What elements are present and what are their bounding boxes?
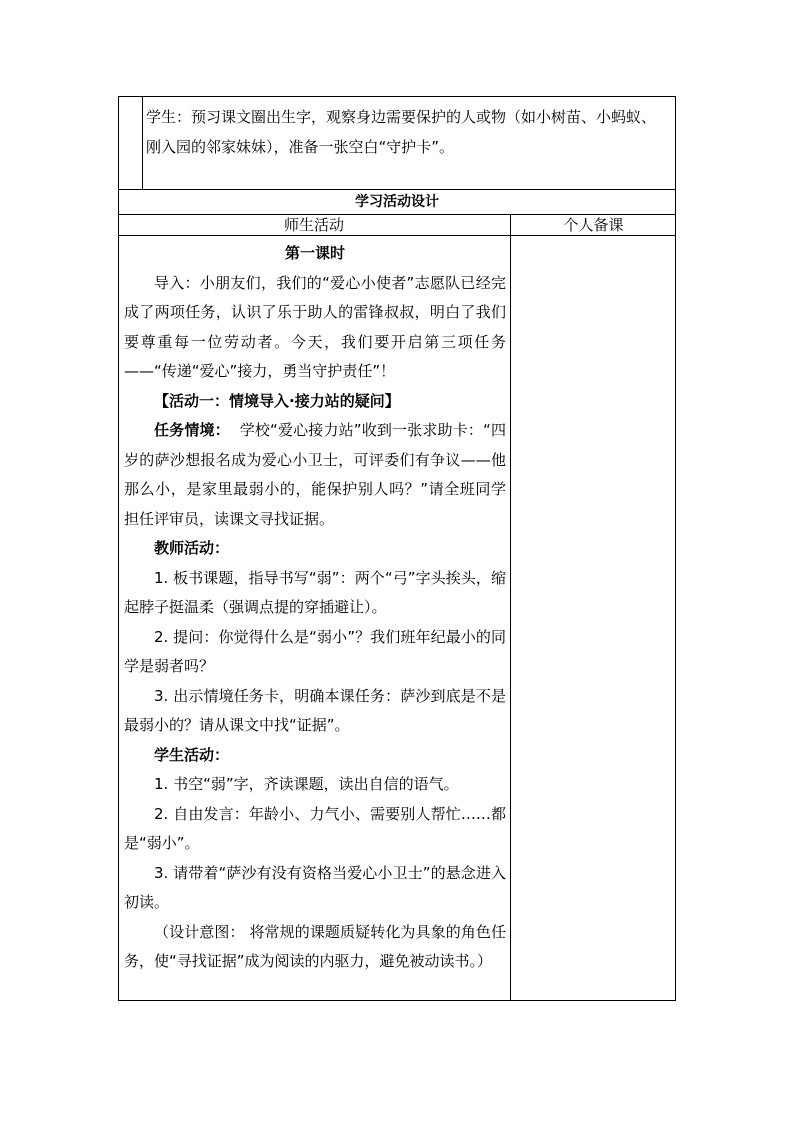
intro-paragraph: 导入：小朋友们，我们的“爱心小使者”志愿队已经完成了两项任务，认识了乐于助人的雷锋叔叔，明白了我们要尊重每一位劳动者。今天，我们要开启第三项任务——“传递“爱心”接力，勇当守护责任”！ (124, 273, 506, 380)
row-divider-3 (118, 235, 676, 236)
student-item: 1. 书空“弱”字，齐读课题，读出自信的语气。 (154, 775, 459, 793)
period-title: 第一课时 (284, 244, 345, 262)
teacher-item: 2. 提问：你觉得什么是“弱小”？我们班年纪最小的同学是弱者吗？ (124, 627, 506, 675)
student-item: 3. 请带着“萨沙有没有资格当爱心小卫士”的悬念进入初读。 (124, 863, 506, 911)
student-item: 2. 自由发言：年龄小、力气小、需要别人帮忙……都是“弱小”。 (124, 804, 506, 852)
column-header-activities: 师生活动 (283, 216, 344, 234)
student-preparation-text: 学生：预习课文圈出生字，观察身边需要保护的人或物（如小树苗、小蚂蚁、刚入园的邻家妹妹），准备一张空白“守护卡”。 (146, 108, 657, 156)
task-text: 学校“爱心接力站”收到一张求助卡：“四岁的萨沙想报名成为爱心小卫士，可评委们有争议——他那么小，是家里最弱小的，能保护别人吗？”请全班同学担任评审员，读课文寻找证据。 (124, 421, 506, 528)
lesson-plan-table (118, 96, 676, 1001)
task-label: 任务情境： (154, 421, 230, 439)
student-activity-label: 学生活动： (154, 745, 230, 764)
column-divider (510, 214, 511, 1001)
teacher-item: 3. 出示情境任务卡，明确本课任务：萨沙到底是不是最弱小的？请从课文中找“证据”。 (124, 686, 506, 734)
top-cell-left-divider (142, 96, 143, 190)
teacher-activity-label: 教师活动： (154, 539, 230, 557)
column-header-personal-prep: 个人备课 (563, 216, 624, 234)
task-scenario (124, 416, 506, 534)
design-intent-note: （设计意图： 将常规的课题质疑转化为具象的角色任务，使“寻找证据”成为阅读的内驱力，避免被动读书。） (124, 922, 506, 970)
activities-content (124, 239, 506, 977)
activity-one-title: 【活动一：情境导入·接力站的疑问】 (154, 391, 400, 410)
teacher-item: 1. 板书课题，指导书写“弱”：两个“弓”字头挨头，缩起脖子挺温柔（强调点提的穿插避让）。 (124, 568, 506, 616)
section-title: 学习活动设计 (355, 194, 439, 210)
